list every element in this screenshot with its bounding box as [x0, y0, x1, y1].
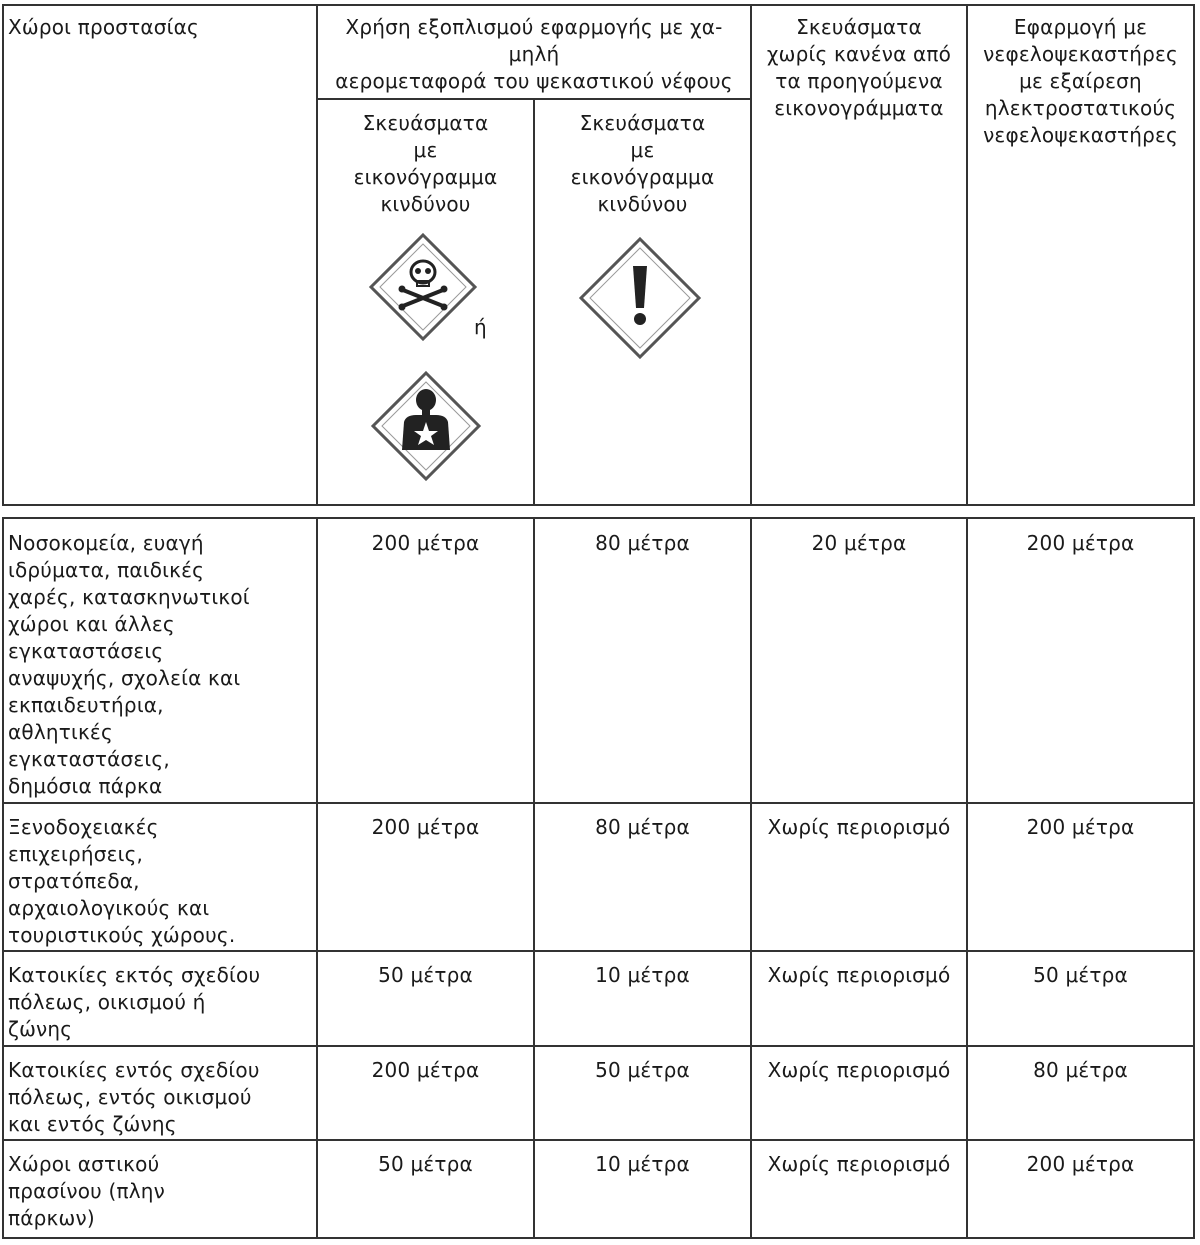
header-sub1-line: κινδύνου: [380, 192, 471, 216]
row-area-line: πρασίνου (πλην: [8, 1179, 166, 1203]
distance-cell: 200 μέτρα: [1026, 1152, 1135, 1176]
distance-cell: 80 μέτρα: [1033, 1058, 1128, 1082]
distance-cell: 200 μέτρα: [1026, 815, 1135, 839]
health-hazard-icon: [370, 370, 482, 482]
header-col4-line: τα προηγούμενα: [775, 69, 943, 93]
row-area: [8, 1057, 313, 1138]
header-col4-line: εικονογράμματα: [774, 96, 944, 120]
header-group-line: αερομεταφορά του ψεκαστικού νέφους: [335, 69, 733, 93]
header-col5-line: Εφαρμογή με: [1013, 15, 1148, 39]
row-area-line: πάρκων): [8, 1206, 95, 1230]
header-sub2-line: Σκευάσματα: [579, 111, 706, 135]
distance-cell: 80 μέτρα: [595, 531, 690, 555]
row-area-line: τουριστικούς χώρους.: [8, 923, 236, 947]
header-col4-line: χωρίς κανένα από: [766, 42, 952, 66]
distance-cell: Χωρίς περιορισμό: [767, 1058, 951, 1082]
distance-cell: 50 μέτρα: [378, 1152, 473, 1176]
header-sub2: [535, 110, 750, 218]
row-area: [8, 1151, 313, 1232]
header-col5-line: με εξαίρεση: [1019, 69, 1142, 93]
row-area-line: εγκαταστάσεις,: [8, 747, 170, 771]
row-area-line: δημόσια πάρκα: [8, 774, 163, 798]
distance-cell: 200 μέτρα: [371, 531, 480, 555]
row-area: [8, 530, 313, 800]
row-area-line: αναψυχής, σχολεία και: [8, 666, 241, 690]
header-col4-line: Σκευάσματα: [796, 15, 922, 39]
exclamation-hazard-icon: [578, 236, 702, 360]
header-sub2-line: κινδύνου: [597, 192, 688, 216]
header-sub1: [318, 110, 533, 218]
header-col5-line: νεφελοψεκαστήρες: [983, 123, 1178, 147]
row-area-line: χώροι και άλλες: [8, 612, 175, 636]
header-group-line: μηλή: [508, 42, 560, 66]
distance-cell: 50 μέτρα: [1033, 963, 1128, 987]
distance-cell: 10 μέτρα: [595, 1152, 690, 1176]
distance-cell: 200 μέτρα: [1026, 531, 1135, 555]
row-area-line: αθλητικές: [8, 720, 113, 744]
header-sub2-line: εικονόγραμμα: [570, 165, 715, 189]
row-area-line: και εντός ζώνης: [8, 1112, 177, 1136]
row-area-line: εκπαιδευτήρια,: [8, 693, 164, 717]
row-area-line: πόλεως, εντός οικισμού: [8, 1085, 252, 1109]
row-area: [8, 814, 313, 949]
distance-cell: 80 μέτρα: [595, 815, 690, 839]
header-protection-areas: Χώροι προστασίας: [8, 15, 199, 39]
distance-cell: Χωρίς περιορισμό: [767, 963, 951, 987]
row-area-line: εγκαταστάσεις: [8, 639, 164, 663]
row-area-line: ιδρύματα, παιδικές: [8, 558, 205, 582]
row-area-line: Ξενοδοχειακές: [8, 815, 159, 839]
skull-crossbones-hazard-icon: [368, 232, 478, 342]
header-col5-line: νεφελοψεκαστήρες: [983, 42, 1178, 66]
row-area-line: επιχειρήσεις,: [8, 842, 144, 866]
row-area-line: ζώνης: [8, 1017, 73, 1041]
distance-cell: 50 μέτρα: [378, 963, 473, 987]
header-group-title: [318, 14, 750, 95]
row-area-line: στρατόπεδα,: [8, 869, 140, 893]
distance-cell: Χωρίς περιορισμό: [767, 815, 951, 839]
header-col4: [752, 14, 966, 122]
header-sub1-line: με: [413, 138, 438, 162]
distance-cell: 10 μέτρα: [595, 963, 690, 987]
row-area-line: Κατοικίες εκτός σχεδίου: [8, 963, 261, 987]
row-area-line: Χώροι αστικού: [8, 1152, 160, 1176]
distance-cell: 200 μέτρα: [371, 1058, 480, 1082]
header-group-line: Χρήση εξοπλισμού εφαρμογής με χα-: [345, 15, 723, 39]
row-area-line: Νοσοκομεία, ευαγή: [8, 531, 204, 555]
header-col5: [968, 14, 1193, 149]
row-area: [8, 962, 313, 1043]
or-label: ή: [474, 315, 487, 339]
header-sub1-line: Σκευάσματα: [362, 111, 489, 135]
distance-cell: Χωρίς περιορισμό: [767, 1152, 951, 1176]
header-sub1-line: εικονόγραμμα: [353, 165, 498, 189]
header-sub2-line: με: [630, 138, 655, 162]
header-col5-line: ηλεκτροστατικούς: [984, 96, 1177, 120]
row-area-line: χαρές, κατασκηνωτικοί: [8, 585, 250, 609]
distance-cell: 50 μέτρα: [595, 1058, 690, 1082]
distance-cell: 20 μέτρα: [811, 531, 907, 555]
distance-cell: 200 μέτρα: [371, 815, 480, 839]
row-area-line: πόλεως, οικισμού ή: [8, 990, 206, 1014]
row-area-line: αρχαιολογικούς και: [8, 896, 210, 920]
row-area-line: Κατοικίες εντός σχεδίου: [8, 1058, 260, 1082]
